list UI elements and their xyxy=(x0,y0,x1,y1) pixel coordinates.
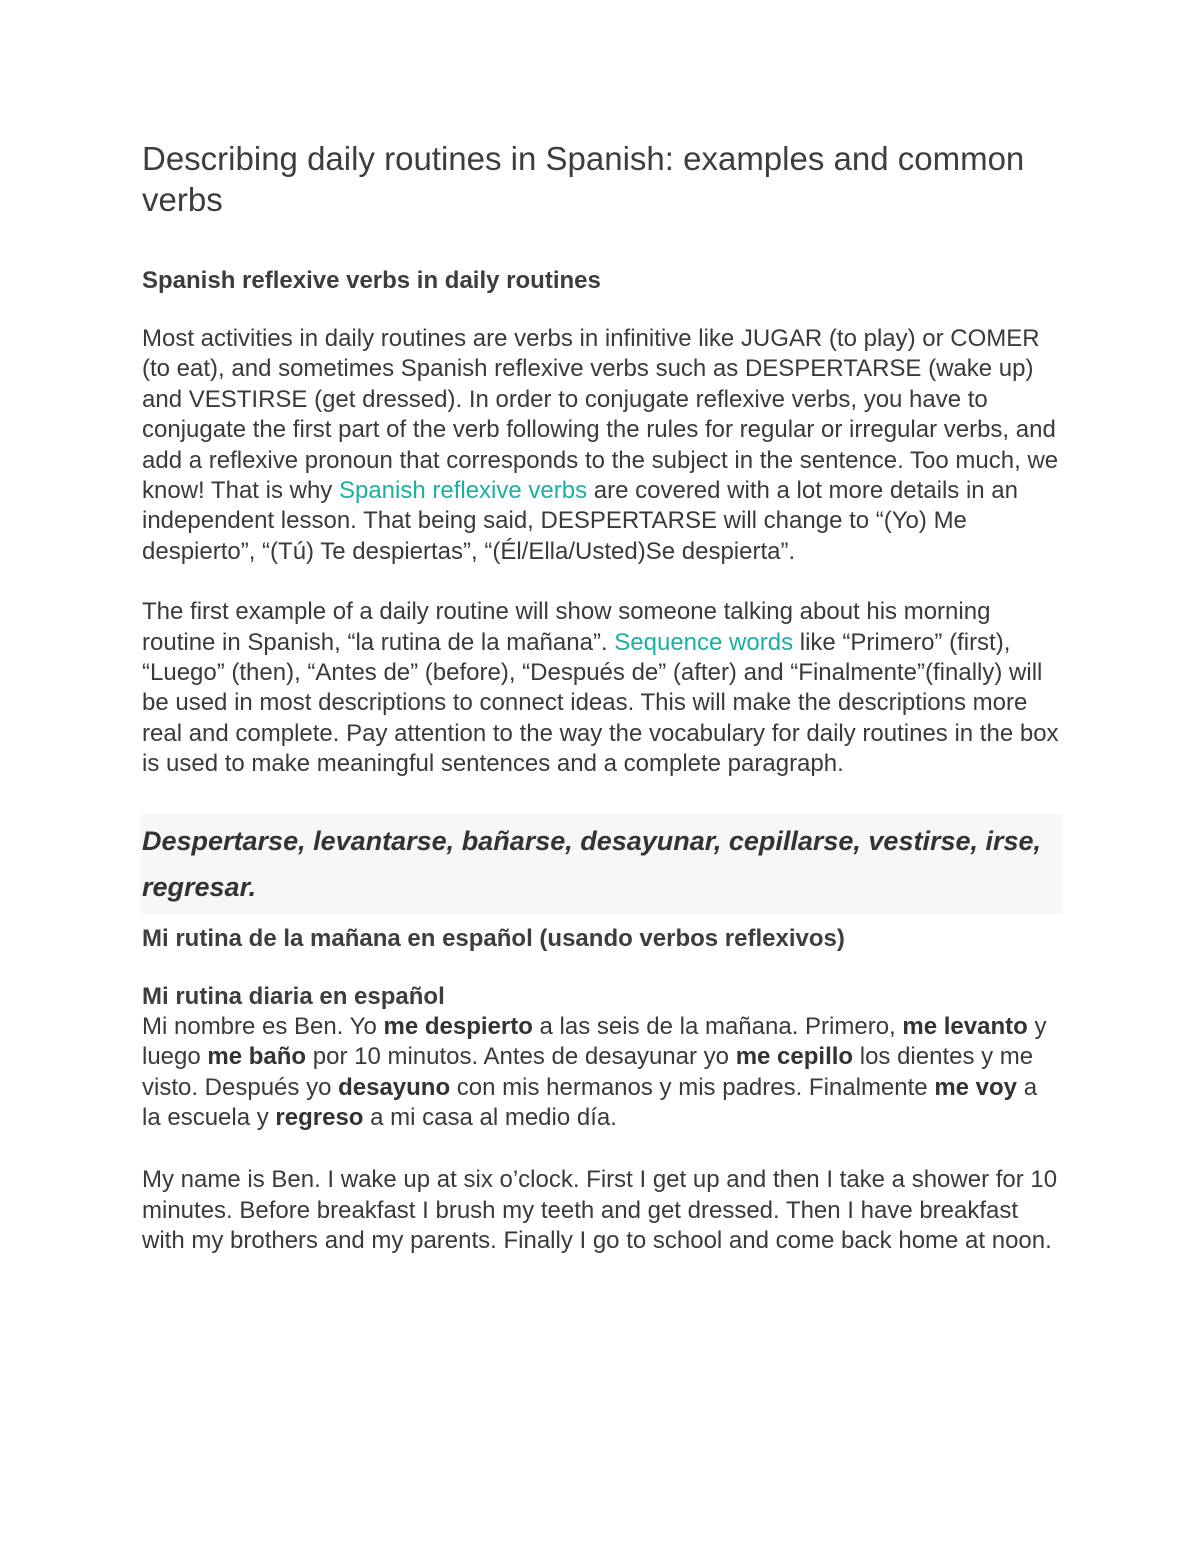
routine-verb: desayuno xyxy=(338,1073,451,1101)
routine-text: los dientes y me visto. Después yo xyxy=(142,1043,1034,1101)
routine-verb: me levanto xyxy=(902,1012,1028,1040)
page-title: Describing daily routines in Spanish: examples and common verbs xyxy=(142,140,1025,218)
paragraph-text: like “Primero” (first), “Luego” (then), “Antes de” (before), “Después de” (after) and “Finalmente”(finally) will be used in most descriptions to connect ideas. This will make the descriptions more real and complete. Pay attention to the way the vocabulary for daily routines in the box is used to make meaningful sentences and a complete paragraph. xyxy=(142,628,1059,778)
routine-text: Mi nombre es Ben. Yo xyxy=(142,1012,384,1040)
link-spanish-reflexive-verbs[interactable]: Spanish reflexive verbs xyxy=(338,477,588,505)
routine-verb: me cepillo xyxy=(735,1043,854,1071)
routine-verb: me baño xyxy=(207,1043,307,1071)
routine-verb: me despierto xyxy=(383,1012,533,1040)
routine-text: a las seis de la mañana. Primero, xyxy=(532,1012,903,1040)
routine-text: a mi casa al medio día. xyxy=(363,1103,617,1131)
paragraph-spanish-routine xyxy=(142,1012,1062,1134)
paragraph-text: are covered with a lot more details in an independent lesson. That being said, DESPERTARSE will change to “(Yo) Me despierto”, “(Tú) Te despiertas”, “(Él/Ella/Usted)Se despierta”. xyxy=(142,477,1018,565)
paragraph-reflexive-intro xyxy=(142,324,1062,567)
document-content xyxy=(142,138,1062,1257)
paragraph-text: Most activities in daily routines are verbs in infinitive like JUGAR (to play) or COMER (to eat), and sometimes Spanish reflexive verbs such as DESPERTARSE (wake up) and VESTIRSE (get dressed). In order to conjugate reflexive verbs, you have to conjugate the first part of the verb following the rules for regular or irregular verbs, and add a reflexive pronoun that corresponds to the subject in the sentence. Too much, we know! That is why xyxy=(142,325,1059,505)
link-sequence-words[interactable]: Sequence words xyxy=(614,628,794,656)
subheading-daily-routine: Mi rutina diaria en español xyxy=(142,982,445,1010)
paragraph-morning-routine xyxy=(142,597,1062,779)
routine-text: y luego xyxy=(142,1012,1047,1071)
paragraph-text: The first example of a daily routine will show someone talking about his morning routine in Spanish, “la rutina de la mañana”. xyxy=(142,598,991,656)
section-heading-morning-routine: Mi rutina de la mañana en español (usando verbos reflexivos) xyxy=(142,924,845,952)
section-heading-reflexive: Spanish reflexive verbs in daily routines xyxy=(142,267,601,294)
routine-text: con mis hermanos y mis padres. Finalmente xyxy=(450,1073,935,1101)
routine-text: por 10 minutos. Antes de desayunar yo xyxy=(306,1043,736,1071)
paragraph-english-routine: My name is Ben. I wake up at six o’clock. First I get up and then I take a shower for 10 minutes. Before breakfast I brush my teeth and get dressed. Then I have breakfast with my brothers and my parents. Finally I go to school and come back home at noon. xyxy=(142,1166,1058,1255)
routine-text: a la escuela y xyxy=(142,1073,1038,1131)
routine-verb: regreso xyxy=(275,1103,364,1131)
vocabulary-box: Despertarse, levantarse, bañarse, desayunar, cepillarse, vestirse, irse, regresar. xyxy=(140,814,1062,914)
routine-verb: me voy xyxy=(934,1073,1018,1101)
